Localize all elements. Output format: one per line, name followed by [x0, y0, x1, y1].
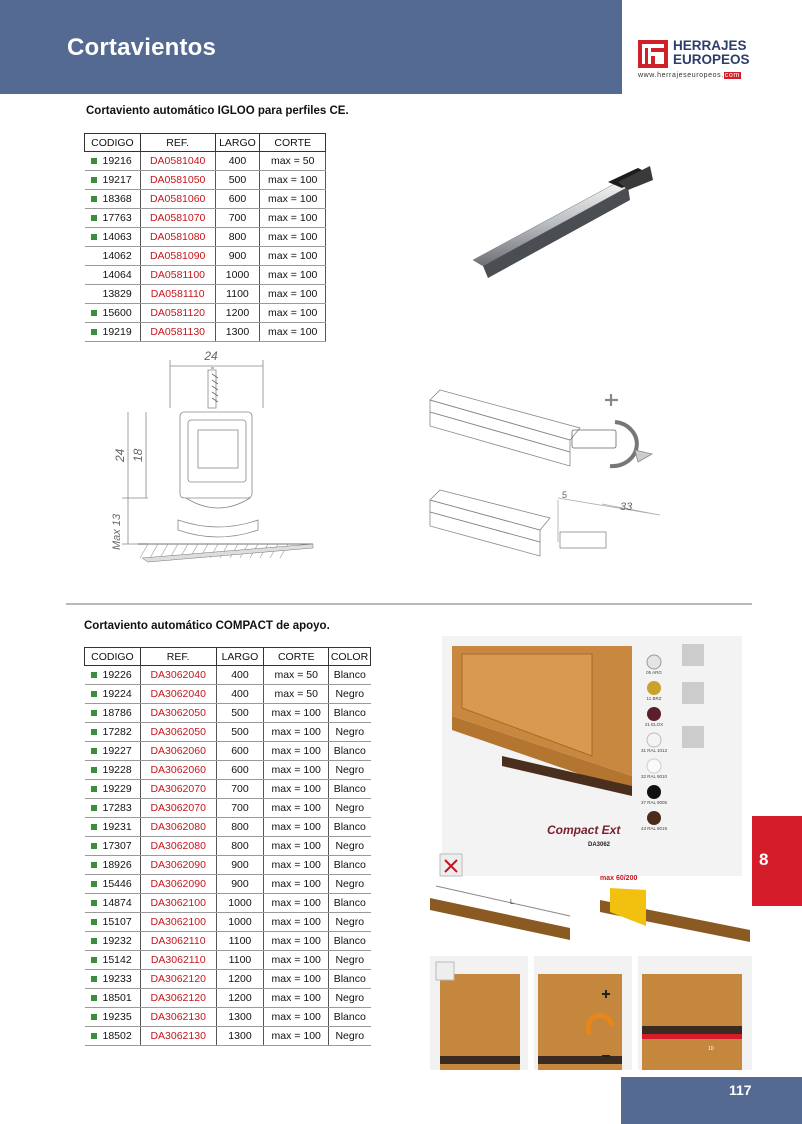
- compact-installation-steps: [430, 956, 752, 1070]
- cell-codigo: [85, 209, 141, 228]
- table-row: [85, 285, 326, 304]
- cell-codigo: [85, 913, 141, 932]
- cell-largo: 500: [215, 171, 260, 190]
- cell-corte: max = 100: [264, 932, 329, 951]
- stock-marker-icon: [91, 938, 97, 944]
- table-row: [85, 932, 371, 951]
- table-row: [85, 190, 326, 209]
- dim-width-label: 24: [204, 349, 218, 363]
- cell-codigo: [85, 304, 141, 323]
- brand-model: DA3062: [588, 842, 611, 848]
- footer-band: [621, 1077, 802, 1124]
- cell-codigo: [85, 152, 141, 171]
- cell-codigo: [85, 247, 141, 266]
- cell-largo: 700: [215, 209, 260, 228]
- table-row: [85, 951, 371, 970]
- cell-color: Negro: [329, 1027, 371, 1046]
- stock-marker-icon: [91, 329, 97, 335]
- table-row: [85, 228, 326, 247]
- table-row: [85, 209, 326, 228]
- table-row: [85, 989, 371, 1008]
- cell-color: Blanco: [329, 742, 371, 761]
- cell-codigo: [85, 285, 141, 304]
- cell-codigo: [85, 723, 141, 742]
- table-row: [85, 685, 371, 704]
- codigo-value: 15446: [102, 878, 132, 890]
- cell-corte: max = 100: [260, 209, 326, 228]
- cell-ref: DA3062110: [140, 932, 216, 951]
- cell-corte: max = 100: [260, 304, 326, 323]
- stock-marker-icon: [91, 919, 97, 925]
- codigo-value: 17282: [102, 726, 132, 738]
- swatch-label: 31 RAL 1013: [640, 748, 668, 753]
- cell-corte: max = 100: [264, 951, 329, 970]
- cell-corte: max = 100: [264, 970, 329, 989]
- cell-largo: 1100: [216, 932, 264, 951]
- cell-largo: 1200: [216, 989, 264, 1008]
- table-row: [85, 1027, 371, 1046]
- cell-codigo: [85, 894, 141, 913]
- cell-codigo: [85, 951, 141, 970]
- logo-wordmark: [673, 39, 750, 67]
- cell-ref: DA3062080: [140, 837, 216, 856]
- cell-codigo: [85, 228, 141, 247]
- logo-url: [638, 72, 741, 79]
- codigo-value: 19229: [102, 783, 132, 795]
- cell-largo: 1000: [215, 266, 260, 285]
- cell-corte: max = 100: [260, 190, 326, 209]
- cell-corte: max = 100: [260, 228, 326, 247]
- codigo-value: 19217: [102, 174, 132, 186]
- cell-codigo: [85, 818, 141, 837]
- cell-corte: max = 50: [260, 152, 326, 171]
- cell-color: Blanco: [329, 970, 371, 989]
- cell-ref: DA0581090: [140, 247, 215, 266]
- codigo-value: 19232: [102, 935, 132, 947]
- stock-marker-icon: [91, 691, 97, 697]
- cell-codigo: [85, 685, 141, 704]
- table-row: [85, 304, 326, 323]
- cell-ref: DA3062080: [140, 818, 216, 837]
- codigo-value: 15600: [102, 307, 132, 319]
- codigo-value: 17283: [102, 802, 132, 814]
- stock-marker-icon: [91, 196, 97, 202]
- brand-logo: [638, 40, 788, 84]
- cell-corte: max = 100: [264, 742, 329, 761]
- cell-ref: DA0581040: [140, 152, 215, 171]
- cell-corte: max = 100: [264, 780, 329, 799]
- compact-section-title: Cortaviento automático COMPACT de apoyo.: [84, 620, 330, 632]
- table-row: [85, 856, 371, 875]
- cell-largo: 700: [216, 799, 264, 818]
- stock-marker-icon: [91, 253, 97, 259]
- col-header-ref: REF.: [140, 134, 215, 152]
- cell-corte: max = 50: [264, 685, 329, 704]
- table-row: [85, 742, 371, 761]
- cell-largo: 1300: [216, 1027, 264, 1046]
- col-header-codigo: CODIGO: [85, 134, 141, 152]
- col-header-color: COLOR: [329, 648, 371, 666]
- cell-color: Blanco: [329, 704, 371, 723]
- compact-door-photo: [442, 636, 742, 876]
- col-header-corte: CORTE: [260, 134, 326, 152]
- swatch-label: 37 RAL 9005: [640, 800, 668, 805]
- table-row: [85, 970, 371, 989]
- cell-color: Negro: [329, 875, 371, 894]
- cell-ref: DA0581060: [140, 190, 215, 209]
- cell-ref: DA3062120: [140, 989, 216, 1008]
- dim-cut-small-label: 5: [562, 490, 568, 500]
- cell-color: Blanco: [329, 894, 371, 913]
- cell-largo: 1300: [216, 1008, 264, 1027]
- cell-codigo: [85, 837, 141, 856]
- igloo-profile-photo: [468, 160, 658, 290]
- table-row: [85, 837, 371, 856]
- cell-corte: max = 100: [260, 323, 326, 342]
- cell-ref: DA3062090: [140, 856, 216, 875]
- cell-color: Negro: [329, 951, 371, 970]
- cell-corte: max = 100: [264, 818, 329, 837]
- cell-largo: 1000: [216, 913, 264, 932]
- table-row: [85, 875, 371, 894]
- codigo-value: 14874: [102, 897, 132, 909]
- table-row: [85, 323, 326, 342]
- cell-corte: max = 100: [264, 856, 329, 875]
- section-divider: [66, 603, 752, 605]
- dim-cut-label: 33: [620, 501, 633, 513]
- cell-corte: max = 100: [260, 285, 326, 304]
- stock-marker-icon: [91, 881, 97, 887]
- cell-corte: max = 100: [264, 989, 329, 1008]
- stock-marker-icon: [91, 843, 97, 849]
- stock-marker-icon: [91, 767, 97, 773]
- cell-ref: DA3062060: [140, 761, 216, 780]
- stock-marker-icon: [91, 1014, 97, 1020]
- dim-inner-label: 18: [131, 448, 145, 462]
- logo-url-main: www.herrajeseuropeos.: [638, 72, 724, 79]
- stock-marker-icon: [91, 786, 97, 792]
- cell-color: Blanco: [329, 856, 371, 875]
- stock-marker-icon: [91, 824, 97, 830]
- cell-largo: 900: [216, 856, 264, 875]
- swatch-label: 11 BRZ: [646, 696, 662, 701]
- stock-marker-icon: [91, 291, 97, 297]
- cell-ref: DA0581100: [140, 266, 215, 285]
- codigo-value: 18926: [102, 859, 132, 871]
- codigo-value: 19219: [102, 326, 132, 338]
- codigo-value: 18786: [102, 707, 132, 719]
- col-header-largo: LARGO: [215, 134, 260, 152]
- dim-height-label: 24: [113, 448, 127, 462]
- cell-ref: DA3062090: [140, 875, 216, 894]
- compact-spec-table: [84, 647, 371, 1046]
- stock-marker-icon: [91, 310, 97, 316]
- cell-largo: 800: [215, 228, 260, 247]
- cell-corte: max = 100: [264, 704, 329, 723]
- stock-marker-icon: [91, 976, 97, 982]
- codigo-value: 13829: [102, 288, 132, 300]
- stock-marker-icon: [91, 272, 97, 278]
- stock-marker-icon: [91, 672, 97, 678]
- cell-largo: 400: [216, 685, 264, 704]
- cell-largo: 500: [216, 723, 264, 742]
- compact-length-diagram: [430, 850, 750, 950]
- stock-marker-icon: [91, 995, 97, 1001]
- cell-largo: 700: [216, 780, 264, 799]
- igloo-technical-drawing: [108, 348, 318, 570]
- dim-max-label: Max 13: [111, 513, 123, 550]
- cell-color: Negro: [329, 685, 371, 704]
- swatch-label: 43 RAL 8019: [640, 826, 668, 831]
- col-header-ref: REF.: [140, 648, 216, 666]
- codigo-value: 19224: [102, 688, 132, 700]
- cell-codigo: [85, 761, 141, 780]
- stock-marker-icon: [91, 805, 97, 811]
- cell-largo: 800: [216, 837, 264, 856]
- cell-color: Negro: [329, 837, 371, 856]
- stock-marker-icon: [91, 215, 97, 221]
- cell-codigo: [85, 1027, 141, 1046]
- cell-corte: max = 100: [264, 1027, 329, 1046]
- codigo-value: 19216: [102, 155, 132, 167]
- cell-codigo: [85, 856, 141, 875]
- swatch-label: 21 ELOX: [644, 722, 664, 727]
- cell-largo: 1200: [215, 304, 260, 323]
- cell-color: Blanco: [329, 932, 371, 951]
- cell-largo: 900: [215, 247, 260, 266]
- stock-marker-icon: [91, 957, 97, 963]
- swatch-label: 32 RAL 9010: [640, 774, 668, 779]
- table-row: [85, 266, 326, 285]
- cell-color: Negro: [329, 913, 371, 932]
- cell-ref: DA0581070: [140, 209, 215, 228]
- cell-color: Negro: [329, 761, 371, 780]
- codigo-value: 14064: [102, 269, 132, 281]
- table-row: [85, 152, 326, 171]
- cell-codigo: [85, 704, 141, 723]
- cell-ref: DA0581050: [140, 171, 215, 190]
- col-header-largo: LARGO: [216, 648, 264, 666]
- cell-color: Blanco: [329, 1008, 371, 1027]
- codigo-value: 14063: [102, 231, 132, 243]
- logo-mark-icon: [638, 40, 668, 68]
- cell-codigo: [85, 970, 141, 989]
- cell-largo: 600: [215, 190, 260, 209]
- cell-codigo: [85, 875, 141, 894]
- cell-largo: 800: [216, 818, 264, 837]
- logo-line-2: EUROPEOS: [673, 52, 750, 67]
- stock-marker-icon: [91, 900, 97, 906]
- cell-corte: max = 100: [260, 247, 326, 266]
- cell-ref: DA3062060: [140, 742, 216, 761]
- cell-ref: DA3062100: [140, 913, 216, 932]
- logo-url-tld: com: [724, 72, 740, 79]
- cell-ref: DA3062120: [140, 970, 216, 989]
- cell-codigo: [85, 799, 141, 818]
- cell-ref: DA3062130: [140, 1027, 216, 1046]
- stock-marker-icon: [91, 710, 97, 716]
- cell-ref: DA3062040: [140, 666, 216, 685]
- chapter-number: 8: [759, 850, 769, 869]
- stock-marker-icon: [91, 1033, 97, 1039]
- cell-corte: max = 100: [264, 1008, 329, 1027]
- cell-ref: DA0581130: [140, 323, 215, 342]
- cell-ref: DA3062070: [140, 780, 216, 799]
- igloo-section-title: Cortaviento automático IGLOO para perfiles CE.: [86, 105, 349, 117]
- cell-corte: max = 100: [264, 837, 329, 856]
- stock-marker-icon: [91, 748, 97, 754]
- cell-corte: max = 100: [264, 723, 329, 742]
- cell-codigo: [85, 171, 141, 190]
- table-row: [85, 247, 326, 266]
- table-row: [85, 913, 371, 932]
- cell-ref: DA0581110: [140, 285, 215, 304]
- col-header-codigo: CODIGO: [85, 648, 141, 666]
- cell-color: Blanco: [329, 780, 371, 799]
- codigo-value: 18368: [102, 193, 132, 205]
- cell-codigo: [85, 666, 141, 685]
- cell-codigo: [85, 190, 141, 209]
- codigo-value: 19226: [102, 669, 132, 681]
- codigo-value: 19227: [102, 745, 132, 757]
- cell-largo: 1300: [215, 323, 260, 342]
- logo-line-1: HERRAJES: [673, 38, 747, 53]
- cell-corte: max = 50: [264, 666, 329, 685]
- igloo-installation-diagram: [420, 370, 670, 580]
- stock-marker-icon: [91, 862, 97, 868]
- stock-marker-icon: [91, 158, 97, 164]
- page-title: Cortavientos: [67, 34, 217, 61]
- cell-corte: max = 100: [264, 799, 329, 818]
- table-row: [85, 761, 371, 780]
- table-row: [85, 894, 371, 913]
- cell-corte: max = 100: [264, 894, 329, 913]
- cell-codigo: [85, 323, 141, 342]
- cell-largo: 600: [216, 742, 264, 761]
- cell-largo: 1000: [216, 894, 264, 913]
- swatch-label: 05 ARG: [646, 670, 662, 675]
- dim-label: 10: [708, 1046, 714, 1052]
- cell-ref: DA3062050: [140, 704, 216, 723]
- codigo-value: 18501: [102, 992, 132, 1004]
- stock-marker-icon: [91, 234, 97, 240]
- table-row: [85, 704, 371, 723]
- cell-largo: 1100: [216, 951, 264, 970]
- cell-color: Negro: [329, 799, 371, 818]
- cell-largo: 900: [216, 875, 264, 894]
- codigo-value: 17763: [102, 212, 132, 224]
- codigo-value: 19235: [102, 1011, 132, 1023]
- cell-corte: max = 100: [264, 761, 329, 780]
- table-row: [85, 171, 326, 190]
- cell-color: Negro: [329, 989, 371, 1008]
- codigo-value: 19231: [102, 821, 132, 833]
- codigo-value: 15142: [102, 954, 132, 966]
- cell-ref: DA3062070: [140, 799, 216, 818]
- cell-color: Blanco: [329, 666, 371, 685]
- codigo-value: 17307: [102, 840, 132, 852]
- codigo-value: 15107: [102, 916, 132, 928]
- cell-ref: DA3062040: [140, 685, 216, 704]
- cell-ref: DA3062110: [140, 951, 216, 970]
- table-row: [85, 1008, 371, 1027]
- page-number: 117: [729, 1082, 752, 1098]
- cell-largo: 400: [215, 152, 260, 171]
- table-row: [85, 780, 371, 799]
- table-row: [85, 666, 371, 685]
- max-label: max 60/200: [600, 875, 638, 882]
- cell-largo: 500: [216, 704, 264, 723]
- cell-largo: 1100: [215, 285, 260, 304]
- codigo-value: 14062: [102, 250, 132, 262]
- codigo-value: 19233: [102, 973, 132, 985]
- table-row: [85, 723, 371, 742]
- cell-ref: DA3062050: [140, 723, 216, 742]
- cell-ref: DA0581120: [140, 304, 215, 323]
- cell-corte: max = 100: [260, 171, 326, 190]
- igloo-spec-table: [84, 133, 326, 342]
- codigo-value: 19228: [102, 764, 132, 776]
- cell-ref: DA3062130: [140, 1008, 216, 1027]
- cell-ref: DA0581080: [140, 228, 215, 247]
- cell-codigo: [85, 266, 141, 285]
- cell-largo: 1200: [216, 970, 264, 989]
- cell-codigo: [85, 989, 141, 1008]
- cell-codigo: [85, 742, 141, 761]
- cell-corte: max = 100: [264, 875, 329, 894]
- cell-largo: 600: [216, 761, 264, 780]
- chapter-badge: [752, 816, 802, 906]
- cell-codigo: [85, 1008, 141, 1027]
- cell-corte: max = 100: [264, 913, 329, 932]
- cell-largo: 400: [216, 666, 264, 685]
- cell-ref: DA3062100: [140, 894, 216, 913]
- cell-color: Blanco: [329, 818, 371, 837]
- cell-corte: max = 100: [260, 266, 326, 285]
- table-row: [85, 799, 371, 818]
- cell-codigo: [85, 932, 141, 951]
- table-row: [85, 818, 371, 837]
- col-header-corte: CORTE: [264, 648, 329, 666]
- cell-color: Negro: [329, 723, 371, 742]
- stock-marker-icon: [91, 177, 97, 183]
- length-label: L: [510, 899, 514, 906]
- brand-compact-ext: Compact Ext: [547, 823, 621, 837]
- codigo-value: 18502: [102, 1030, 132, 1042]
- cell-codigo: [85, 780, 141, 799]
- stock-marker-icon: [91, 729, 97, 735]
